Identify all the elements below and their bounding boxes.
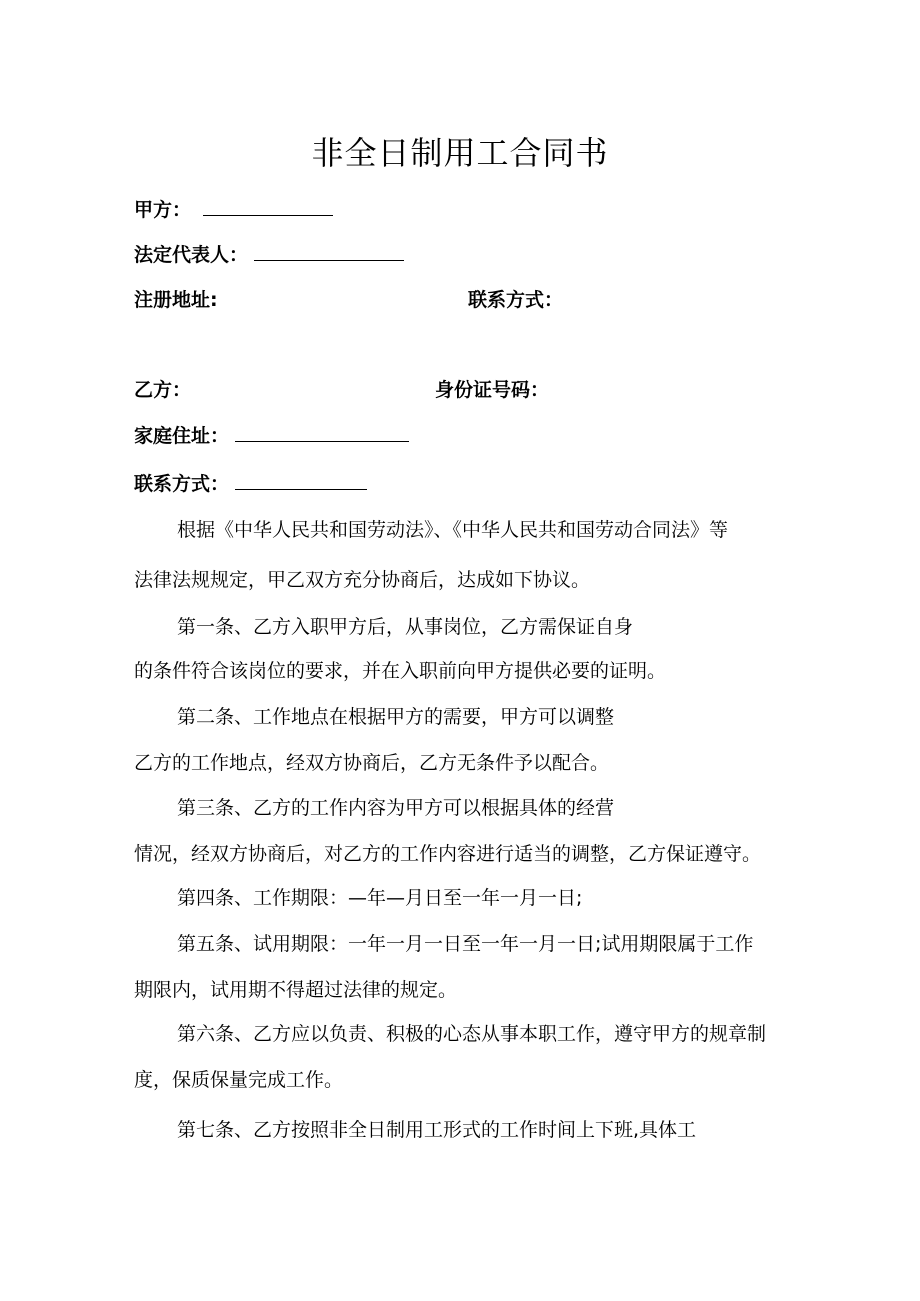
paragraph-line: 根据《中华人民共和国劳动法》、《中华人民共和国劳动合同法》等 (177, 519, 729, 541)
clause-1-line: 的条件符合该岗位的要求，并在入职前向甲方提供必要的证明。 (134, 660, 667, 682)
clause-3-line: 情况，经双方协商后，对乙方的工作内容进行适当的调整，乙方保证遵守。 (134, 843, 762, 865)
clause-1-line: 第一条、乙方入职甲方后，从事岗位，乙方需保证自身 (177, 616, 634, 638)
clause-6-line: 第六条、乙方应以负责、积极的心态从事本职工作，遵守甲方的规章制 (177, 1023, 767, 1045)
party-b-contact-label: 联系方式： (134, 473, 230, 495)
home-address-line (134, 423, 409, 449)
paragraph-line: 法律法规规定，甲乙双方充分协商后，达成如下协议。 (134, 569, 591, 591)
id-number-label: 身份证号码： (435, 379, 550, 401)
document-title: 非全日制用工合同书 (311, 134, 609, 172)
clause-3-line: 第三条、乙方的工作内容为甲方可以根据具体的经营 (177, 797, 615, 819)
legal-rep-line (134, 242, 404, 268)
home-address-blank (235, 423, 409, 442)
party-a-label: 甲方： (134, 199, 192, 221)
clause-4-line: 第四条、工作期限：—年—月日至一年一月一日; (177, 887, 583, 909)
clause-5-line: 第五条、试用期限：一年一月一日至一年一月一日;试用期限属于工作 (177, 933, 754, 955)
party-a-blank (203, 197, 333, 216)
clause-2-line: 乙方的工作地点，经双方协商后，乙方无条件予以配合。 (134, 752, 610, 774)
reg-address-label: 注册地址: (134, 289, 218, 311)
party-b-label: 乙方： (134, 379, 192, 401)
clause-7-line: 第七条、乙方按照非全日制用工形式的工作时间上下班,具体工 (177, 1119, 697, 1141)
party-a-contact-label: 联系方式： (468, 289, 564, 311)
clause-5-line: 期限内，试用期不得超过法律的规定。 (134, 979, 458, 1001)
party-a-line (134, 197, 333, 223)
party-b-contact-blank (235, 471, 367, 490)
home-address-label: 家庭住址： (134, 425, 230, 447)
legal-rep-blank (254, 242, 404, 261)
clause-6-line: 度，保质保量完成工作。 (134, 1069, 344, 1091)
clause-2-line: 第二条、工作地点在根据甲方的需要，甲方可以调整 (177, 706, 615, 728)
party-b-contact-line (134, 471, 367, 497)
legal-rep-label: 法定代表人： (134, 244, 249, 266)
